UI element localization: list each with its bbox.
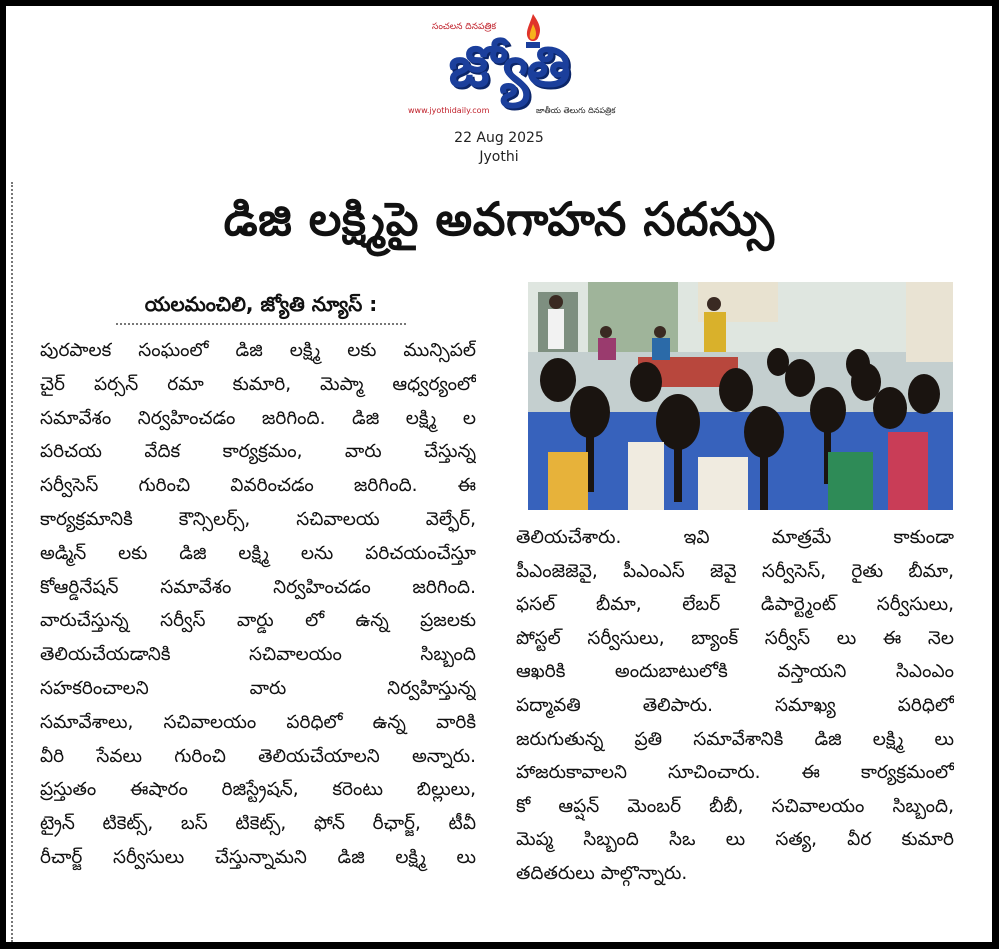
masthead-tagline-bottom: జాతీయ తెలుగు దినపత్రిక [536, 106, 616, 115]
article-photo [528, 282, 953, 510]
article-line: కార్యక్రమానికి కౌన్సిలర్స్, సచివాలయ వెల్ఫేర్, [40, 508, 476, 530]
article-dateline: యలమంచిలి, జ్యోతి న్యూస్ : [116, 292, 406, 325]
article-line: పురపాలక సంఘంలో డిజి లక్ష్మి లకు మున్సిపల్ [40, 340, 476, 361]
article-line: సమావేశం నిర్వహించడం జరిగింది. డిజి లక్ష్మి ల [40, 407, 476, 429]
article-line: ఫసల్ బీమా, లేబర్ డిపార్ట్మెంట్ సర్వీసులు, [516, 594, 954, 616]
article-line: పద్మావతి తెలిపారు. సమాఖ్య పరిధిలో [516, 694, 954, 716]
article-line: జరుగుతున్న ప్రతి సమావేశానికి డిజి లక్ష్మి లు [516, 728, 954, 750]
article-line: కోఆర్డినేషన్ సమావేశం నిర్వహించడం జరిగింది. [40, 576, 476, 598]
article-line: అడ్మిన్ లకు డిజి లక్ష్మి లను పరిచయంచేస్తూ [40, 542, 476, 564]
article-line: మెప్మ సిబ్బంది సిఒ లు సత్య, వీర కుమారి [516, 829, 954, 851]
article-line: తెలియచేశారు. ఇవి మాత్రమే కాకుండా [516, 527, 954, 548]
article-column-right [516, 521, 954, 891]
article-line: తదితరులు పాల్గొన్నారు. [516, 862, 688, 884]
masthead [386, 12, 631, 124]
masthead-tagline-top: సంచలన దినపత్రిక [432, 22, 497, 32]
publication-name: Jyothi [479, 149, 519, 165]
article-column-left [40, 334, 476, 875]
article-line: పోస్టల్ సర్వీసులు, బ్యాంక్ సర్వీస్ లు ఈ నెల [516, 627, 954, 649]
article-line: సర్వీసెస్ గురించి వివరించడం జరిగింది. ఈ [40, 475, 476, 497]
masthead-website: www.jyothidaily.com [408, 106, 490, 115]
article-line: ప్రస్తుతం ఈషారం రిజిస్ట్రేషన్, కరెంటు బిల్లులు, [40, 779, 476, 801]
article-line: వారుచేస్తున్న సర్వీస్ వార్డు లో ఉన్న ప్రజలకు [40, 610, 476, 632]
article-line: రీచార్జ్ సర్వీసులు చేస్తున్నామని డిజి లక్ష్మి లు [40, 846, 476, 868]
article-line: సమావేశాలు, సచివాలయం పరిధిలో ఉన్న వారికి [40, 711, 476, 733]
masthead-logo: జ్యోతి [448, 35, 569, 100]
article-line: వీరి సేవలు గురించి తెలియచేయాలని అన్నారు. [40, 745, 476, 767]
article-line: కో ఆప్షన్ మెంబర్ బీబీ, సచివాలయం సిబ్బంది, [516, 795, 954, 817]
meeting-photo-illustration [528, 282, 953, 510]
article-line: తెలియచేయడానికి సచివాలయం సిబ్బంది [40, 644, 476, 666]
newspaper-clipping [6, 6, 992, 942]
article-line: ట్రైన్ టికెట్స్, బస్ టికెట్స్, ఫోన్ రీఛార్జ్, టీవీ [40, 813, 476, 835]
article-line: ఆఖరికి అందుబాటులోకి వస్తాయని సిఎంఎం [516, 661, 954, 683]
article-line: చైర్ పర్సన్ రమా కుమారి, మెప్మా ఆధ్వర్యంలో [40, 373, 476, 395]
article-line: హాజరుకావాలని సూచించారు. ఈ కార్యక్రమంలో [516, 762, 954, 784]
article-line: పీఎంజెజెవై, పీఎంఎస్ జెవై సర్వీసెస్, రైతు బీమా, [516, 560, 954, 582]
publish-date: 22 Aug 2025 [454, 130, 544, 146]
article-line: పరిచయ వేదిక కార్యక్రమం, వారు చేస్తున్న [40, 441, 476, 463]
article-line: సహకరించాలని వారు నిర్వహిస్తున్న [40, 677, 476, 699]
column-divider [11, 182, 13, 942]
article-headline: డిజి లక్ష్మిపై అవగాహన సదస్సు [223, 192, 775, 246]
